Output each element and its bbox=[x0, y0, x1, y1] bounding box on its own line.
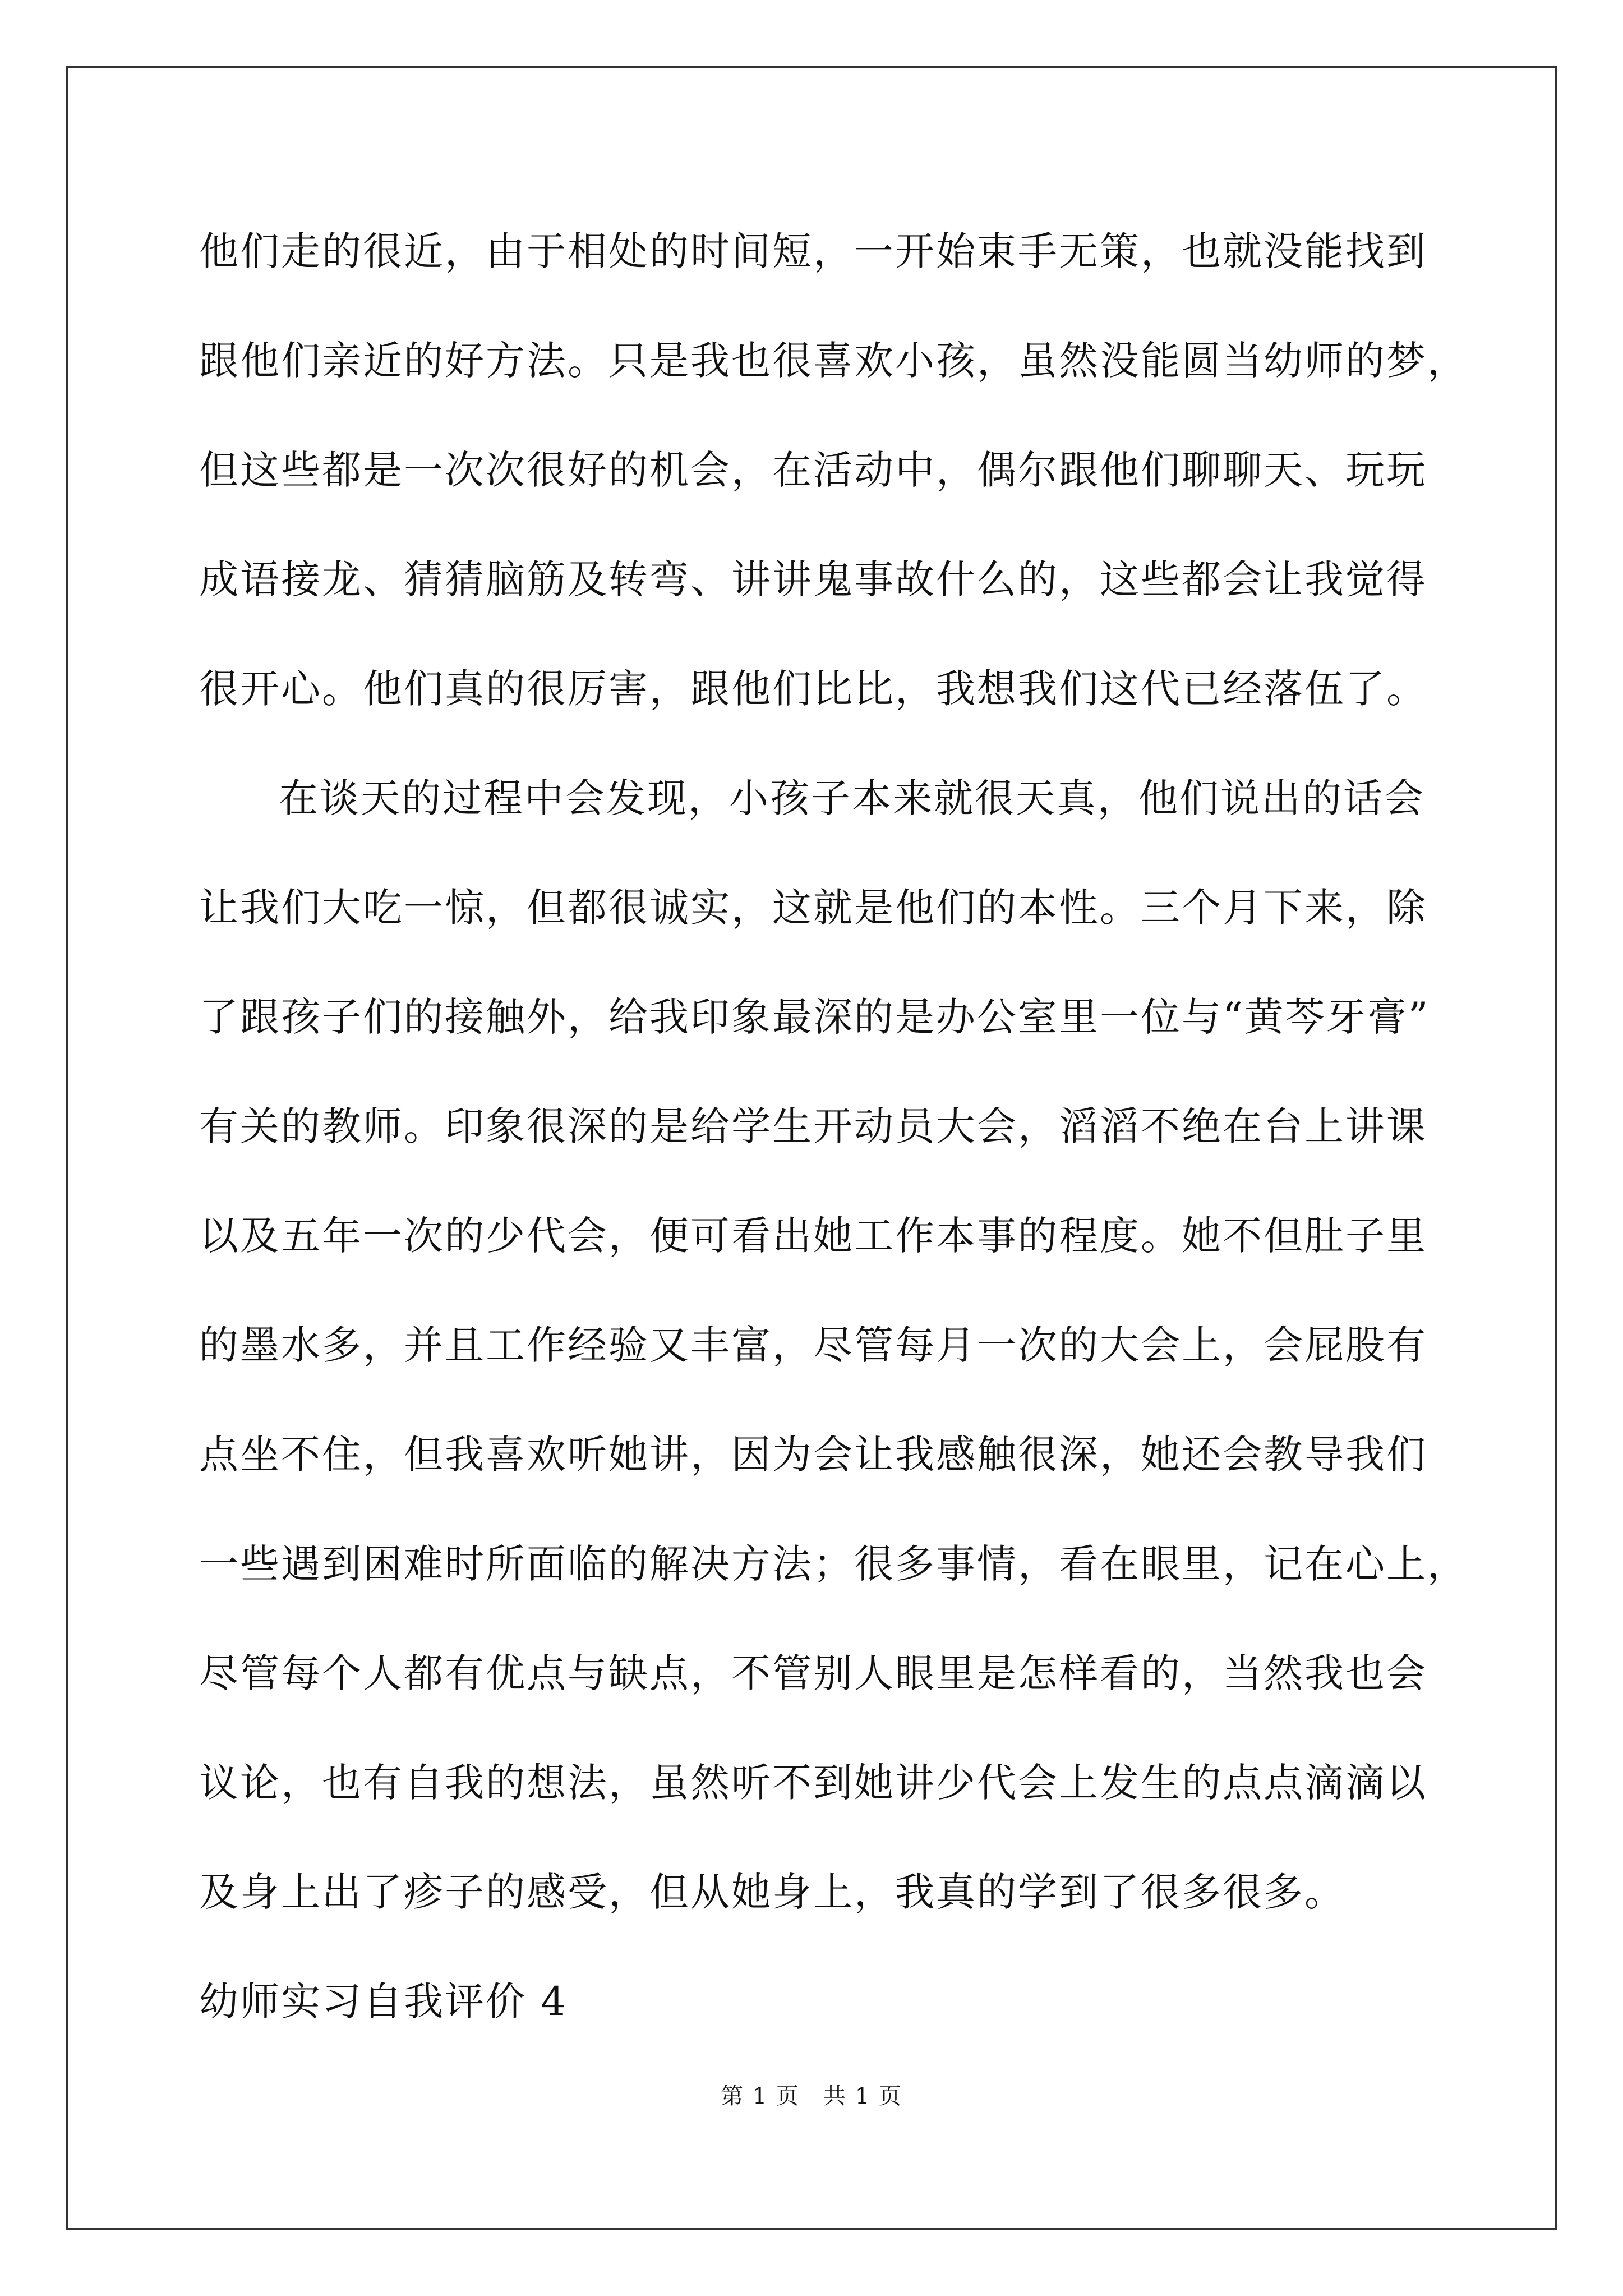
paragraph-line: 点坐不住，但我喜欢听她讲，因为会让我感触很深，她还会教导我们 bbox=[199, 1432, 1427, 1478]
paragraph-line: 但这些都是一次次很好的机会，在活动中，偶尔跟他们聊聊天、玩玩 bbox=[199, 447, 1427, 493]
paragraph-line: 有关的教师。印象很深的是给学生开动员大会，滔滔不绝在台上讲课 bbox=[199, 1103, 1427, 1149]
paragraph-line: 很开心。他们真的很厉害，跟他们比比，我想我们这代已经落伍了。 bbox=[199, 666, 1427, 712]
paragraph-line: 议论，也有自我的想法，虽然听不到她讲少代会上发生的点点滴滴以 bbox=[199, 1760, 1427, 1806]
page-footer: 第 1 页 共 1 页 bbox=[721, 2083, 902, 2109]
section-heading: 幼师实习自我评价 4 bbox=[199, 1978, 568, 2024]
paragraph-line: 以及五年一次的少代会，便可看出她工作本事的程度。她不但肚子里 bbox=[199, 1213, 1427, 1259]
paragraph-line: 让我们大吃一惊，但都很诚实，这就是他们的本性。三个月下来，除 bbox=[199, 885, 1427, 931]
paragraph-line: 成语接龙、猜猜脑筋及转弯、讲讲鬼事故什么的，这些都会让我觉得 bbox=[199, 556, 1427, 602]
paragraph-line: 一些遇到困难时所面临的解决方法；很多事情，看在眼里，记在心上， bbox=[199, 1541, 1468, 1587]
document-body bbox=[199, 213, 1468, 2073]
paragraph-line: 尽管每个人都有优点与缺点，不管别人眼里是怎样看的，当然我也会 bbox=[199, 1650, 1427, 1696]
paragraph-line: 在谈天的过程中会发现，小孩子本来就很天真，他们说出的话会 bbox=[279, 775, 1425, 821]
paragraph-line: 的墨水多，并且工作经验又丰富，尽管每月一次的大会上，会屁股有 bbox=[199, 1322, 1427, 1368]
paragraph-line: 他们走的很近，由于相处的时间短，一开始束手无策，也就没能找到 bbox=[199, 228, 1427, 274]
paragraph-line: 跟他们亲近的好方法。只是我也很喜欢小孩，虽然没能圆当幼师的梦， bbox=[199, 338, 1468, 384]
paragraph-line: 了跟孩子们的接触外，给我印象最深的是办公室里一位与“黄芩牙膏” bbox=[199, 994, 1430, 1040]
paragraph-line: 及身上出了疹子的感受，但从她身上，我真的学到了很多很多。 bbox=[199, 1869, 1345, 1915]
